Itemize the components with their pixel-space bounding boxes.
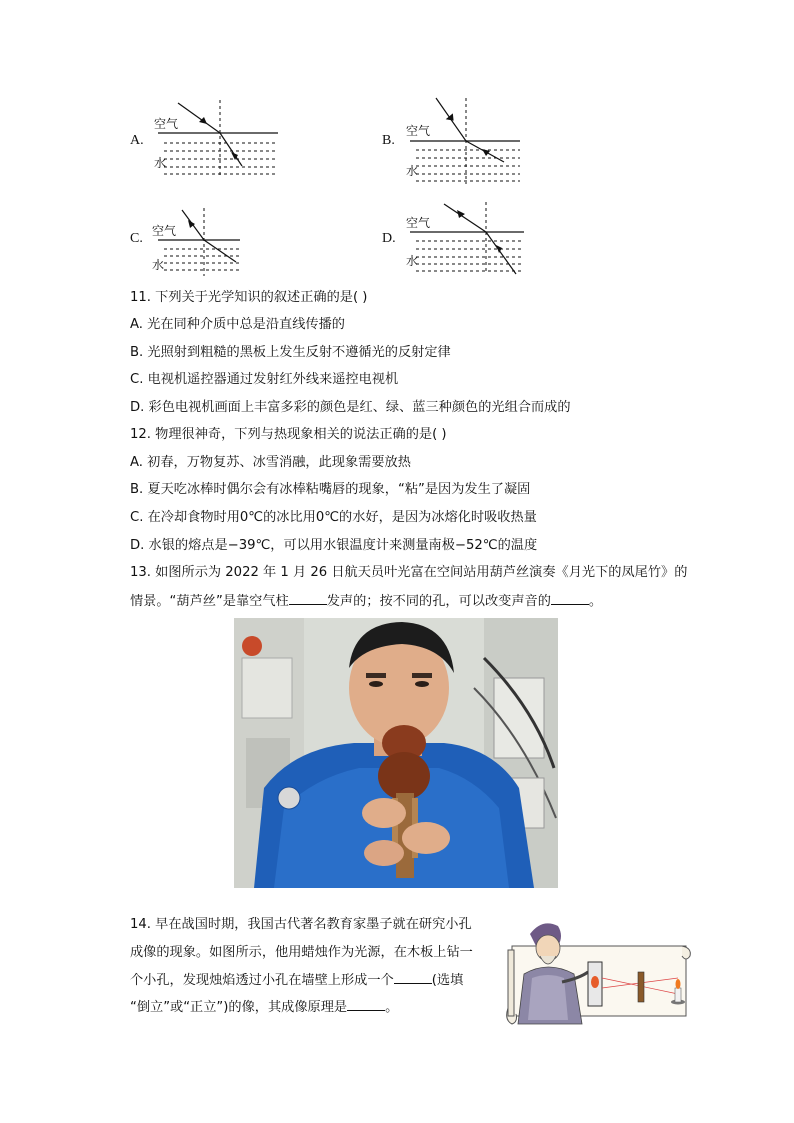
- q11-option-b: B. 光照射到粗糙的黑板上发生反射不遵循光的反射定律: [130, 345, 451, 360]
- q12-stem: 12. 物理很神奇，下列与热现象相关的说法正确的是( ): [130, 427, 447, 442]
- q13-blank-2[interactable]: [551, 592, 589, 605]
- mozi-pinhole-illustration: [502, 916, 694, 1030]
- water-label: 水: [152, 258, 165, 272]
- q11-option-c: C. 电视机遥控器通过发射红外线来遥控电视机: [130, 372, 399, 387]
- air-label: 空气: [406, 216, 431, 230]
- q11-option-d: D. 彩色电视机画面上丰富多彩的颜色是红、绿、蓝三种颜色的光组合而成的: [130, 400, 571, 415]
- q13-text-c: 。: [588, 594, 603, 609]
- q14-text-a: 个小孔，发现烛焰透过小孔在墙壁上形成一个: [130, 973, 394, 988]
- refraction-diagram-c: [128, 204, 328, 280]
- diagram-option-a: [128, 100, 328, 180]
- diagram-option-d: [380, 200, 580, 280]
- q13-text-a: 情景。“葫芦丝”是靠空气柱: [130, 594, 289, 609]
- water-label: 水: [406, 164, 419, 178]
- q12-option-c: C. 在冷却食物时用0℃的冰比用0℃的水好，是因为冰熔化时吸收热量: [130, 510, 537, 525]
- q13-text-b: 发声的；按不同的孔，可以改变声音的: [326, 594, 551, 609]
- q12-option-b: B. 夏天吃冰棒时偶尔会有冰棒粘嘴唇的现象，“粘”是因为发生了凝固: [130, 482, 531, 497]
- option-letter: C.: [130, 231, 143, 246]
- q11-option-a: A. 光在同种介质中总是沿直线传播的: [130, 317, 345, 332]
- astronaut-photo: [234, 618, 558, 888]
- q14-text-b: (选填: [431, 973, 464, 988]
- q13-line-2: [130, 592, 602, 611]
- q12-option-d: D. 水银的熔点是−39℃，可以用水银温度计来测量南极−52℃的温度: [130, 538, 538, 553]
- q14-text-d: 。: [385, 1000, 399, 1015]
- refraction-diagram-a: [128, 100, 328, 180]
- air-label: 空气: [154, 117, 179, 131]
- q14-text-c: “倒立”或“正立”)的像，其成像原理是: [130, 1000, 348, 1015]
- water-label: 水: [406, 254, 419, 268]
- q14-line-1: 14. 早在战国时期，我国古代著名教育家墨子就在研究小孔: [130, 917, 472, 932]
- q14-line-4: [130, 998, 398, 1017]
- q14-blank-1[interactable]: [394, 971, 432, 984]
- air-label: 空气: [406, 124, 431, 138]
- q14-line-3: [130, 971, 463, 990]
- q13-blank-1[interactable]: [289, 592, 327, 605]
- q13-line-1: 13. 如图所示为 2022 年 1 月 26 日航天员叶光富在空间站用葫芦丝演奏《月光下的凤尾竹》的: [130, 565, 688, 580]
- refraction-diagram-d: [380, 200, 580, 280]
- option-letter: B.: [382, 133, 395, 148]
- refraction-diagram-b: [380, 96, 580, 186]
- q12-option-a: A. 初春，万物复苏、冰雪消融，此现象需要放热: [130, 455, 411, 470]
- water-label: 水: [154, 156, 167, 170]
- air-label: 空气: [152, 224, 177, 238]
- q14-line-2: 成像的现象。如图所示，他用蜡烛作为光源，在木板上钻一: [130, 945, 473, 960]
- option-letter: D.: [382, 231, 396, 246]
- q11-stem: 11. 下列关于光学知识的叙述正确的是( ): [130, 290, 368, 305]
- diagram-option-b: [380, 96, 580, 186]
- q14-blank-2[interactable]: [347, 998, 385, 1011]
- option-letter: A.: [130, 133, 144, 148]
- diagram-option-c: [128, 204, 328, 280]
